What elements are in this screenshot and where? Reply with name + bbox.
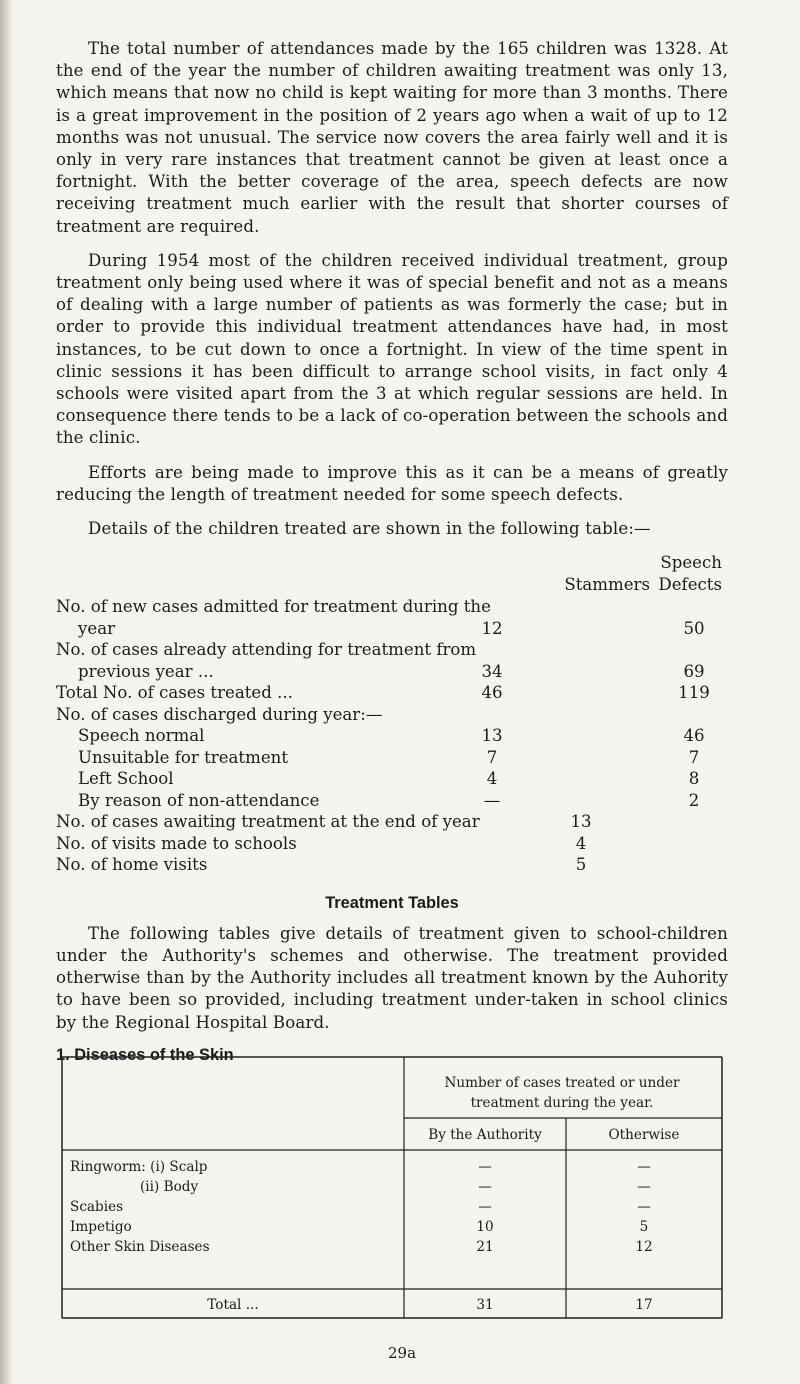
header-stammers: Stammers: [564, 575, 650, 595]
skin-row-authority: —: [478, 1179, 492, 1195]
summary-row: [56, 811, 728, 833]
summary-value-c2: 50: [683, 618, 705, 638]
summary-value-c3: 5: [575, 855, 587, 875]
summary-row-label: No. of cases discharged during year:—: [56, 704, 383, 724]
summary-row-label: Unsuitable for treatment: [78, 747, 288, 767]
summary-value-c1: —: [483, 790, 501, 810]
section-title: Treatment Tables: [325, 893, 459, 912]
summary-row-label: No. of cases awaiting treatment at the end of year: [56, 812, 480, 832]
skin-total-authority: 31: [476, 1297, 494, 1313]
skin-row-otherwise: 5: [639, 1219, 649, 1235]
summary-row: [56, 790, 728, 812]
summary-value-c1: 13: [481, 726, 503, 746]
summary-value-c2: 8: [688, 769, 700, 789]
summary-row: [56, 833, 728, 855]
summary-row-label: No. of visits made to schools: [56, 833, 297, 853]
summary-row-label: year: [78, 618, 116, 638]
summary-row: [56, 768, 728, 790]
summary-value-c1: 7: [486, 747, 498, 767]
summary-table: [56, 596, 728, 876]
summary-value-c1: 12: [481, 618, 503, 638]
skin-row-authority: 10: [476, 1219, 494, 1235]
page-number: 29a: [388, 1344, 417, 1362]
skin-header-otherwise: Otherwise: [608, 1127, 680, 1143]
summary-row: [56, 639, 728, 661]
skin-row-label: Ringworm: (i) Scalp: [70, 1159, 208, 1175]
skin-row-otherwise: —: [637, 1179, 651, 1195]
skin-total-label: Total ...: [207, 1297, 259, 1313]
summary-value-c2: 46: [683, 726, 705, 746]
paragraph-1: The total number of attendances made by the 165 children was 1328. At the end of the year the number of children awaiting treatment was only 13, which means that now no child is kept waiting for more than 3 months. There is a great improvement in the position of 2 years ago when a wait of up to 12 months was not unusual. The service now covers the area fairly well and it is only in very rare instances that treatment cannot be given at least once a fortnight. With the better coverage of the area, speech defects are now receiving treatment much earlier with the result that shorter courses of treatment are required.: [56, 39, 728, 236]
section-paragraph: The following tables give details of treatment given to school-children under the Authority's schemes and otherwise. The treatment provided otherwise than by the Authority includes all treatment known by the Auhority to have been so provided, including treatment under-taken in school clinics by the Regional Hospital Board.: [56, 923, 728, 1032]
skin-row-otherwise: —: [637, 1159, 651, 1175]
summary-value-c2: 2: [688, 790, 700, 810]
summary-value-c1: 46: [481, 683, 503, 703]
summary-value-c1: 4: [486, 769, 498, 789]
skin-row-label: Scabies: [70, 1199, 124, 1215]
summary-row: [56, 747, 728, 769]
summary-row-label: No. of cases already attending for treatment from: [56, 640, 477, 660]
skin-row-label: Impetigo: [70, 1219, 132, 1235]
skin-row-otherwise: —: [637, 1199, 651, 1215]
summary-row-label: No. of new cases admitted for treatment during the: [56, 597, 491, 617]
skin-row-authority: 21: [476, 1239, 494, 1255]
skin-table: [62, 1057, 722, 1319]
header-speech: Speech: [660, 553, 722, 573]
summary-row-label: Total No. of cases treated ...: [56, 683, 293, 703]
skin-row-label: (ii) Body: [140, 1179, 199, 1195]
skin-row-authority: —: [478, 1199, 492, 1215]
summary-value-c2: 119: [678, 683, 710, 703]
summary-row: [56, 704, 728, 726]
summary-row: [56, 596, 728, 618]
paragraph-2: During 1954 most of the children received individual treatment, group treatment only being used where it was of special benefit and not as a means of dealing with a large number of patients as was formerly the case; but in order to provide this individual treatment attendances have had, in most instances, to be cut down to once a fortnight. In view of the time spent in clinic sessions it has been difficult to arrange school visits, in fact only 4 schools were visited apart from the 3 at which regular sessions are held. In consequence there tends to be a lack of co-operation between the schools and the clinic.: [56, 250, 728, 448]
summary-value-c1: 34: [481, 661, 503, 681]
paragraph-3: Efforts are being made to improve this as it can be a means of greatly reducing the length of treatment needed for some speech defects.: [56, 462, 728, 504]
skin-header-authority: By the Authority: [428, 1127, 542, 1143]
summary-row-label: Speech normal: [78, 726, 205, 746]
subsection-title: 1. Diseases of the Skin: [56, 1045, 234, 1064]
skin-row-otherwise: 12: [635, 1239, 653, 1255]
summary-row: [56, 854, 728, 876]
header-defects: Defects: [658, 575, 722, 595]
summary-value-c2: 69: [683, 661, 705, 681]
summary-row-label: previous year ...: [78, 661, 214, 681]
skin-total-otherwise: 17: [635, 1297, 653, 1313]
summary-value-c3: 13: [570, 812, 592, 832]
summary-row: [56, 661, 728, 683]
summary-table-header: [56, 552, 728, 596]
summary-row: [56, 725, 728, 747]
page-edge-shadow: [0, 0, 14, 1384]
skin-header-main: Number of cases treated or under treatment during the year.: [444, 1075, 680, 1111]
summary-row: [56, 618, 728, 640]
summary-row-label: No. of home visits: [56, 855, 208, 875]
summary-value-c2: 7: [688, 747, 700, 767]
paragraph-4: Details of the children treated are shown in the following table:—: [88, 519, 651, 539]
skin-row-label: Other Skin Diseases: [70, 1239, 210, 1255]
summary-row: [56, 682, 728, 704]
summary-row-label: By reason of non-attendance: [78, 790, 320, 810]
skin-row-authority: —: [478, 1159, 492, 1175]
summary-value-c3: 4: [575, 833, 587, 853]
document-page: [56, 38, 728, 1077]
summary-row-label: Left School: [78, 769, 174, 789]
